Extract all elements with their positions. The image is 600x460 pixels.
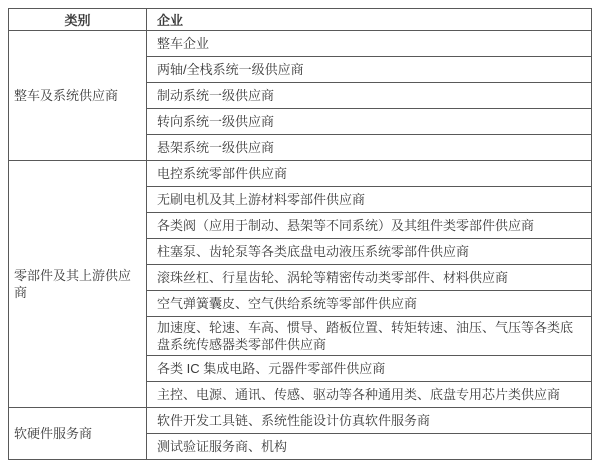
enterprise-cell: 各类 IC 集成电路、元器件零部件供应商 xyxy=(147,356,592,382)
enterprise-cell: 悬架系统一级供应商 xyxy=(147,135,592,161)
enterprise-cell: 滚珠丝杠、行星齿轮、涡轮等精密传动类零部件、材料供应商 xyxy=(147,265,592,291)
column-header-enterprise: 企业 xyxy=(147,9,592,31)
category-enterprise-table xyxy=(8,8,592,460)
enterprise-cell: 制动系统一级供应商 xyxy=(147,83,592,109)
category-cell: 零部件及其上游供应商 xyxy=(9,161,147,408)
enterprise-cell: 无刷电机及其上游材料零部件供应商 xyxy=(147,187,592,213)
table-row xyxy=(9,161,592,187)
enterprise-cell: 加速度、轮速、车高、惯导、踏板位置、转矩转速、油压、气压等各类底盘系统传感器类零部件供应商 xyxy=(147,317,592,356)
category-cell: 软硬件服务商 xyxy=(9,408,147,460)
enterprise-cell: 两轴/全栈系统一级供应商 xyxy=(147,57,592,83)
enterprise-cell: 测试验证服务商、机构 xyxy=(147,434,592,460)
enterprise-cell: 空气弹簧囊皮、空气供给系统等零部件供应商 xyxy=(147,291,592,317)
column-header-category: 类别 xyxy=(9,9,147,31)
enterprise-cell: 电控系统零部件供应商 xyxy=(147,161,592,187)
table-row xyxy=(9,408,592,434)
enterprise-cell: 主控、电源、通讯、传感、驱动等各种通用类、底盘专用芯片类供应商 xyxy=(147,382,592,408)
enterprise-cell: 柱塞泵、齿轮泵等各类底盘电动液压系统零部件供应商 xyxy=(147,239,592,265)
table-body xyxy=(9,31,592,460)
table-header xyxy=(9,9,592,31)
enterprise-cell: 整车企业 xyxy=(147,31,592,57)
header-row xyxy=(9,9,592,31)
enterprise-cell: 转向系统一级供应商 xyxy=(147,109,592,135)
enterprise-cell: 各类阀（应用于制动、悬架等不同系统）及其组件类零部件供应商 xyxy=(147,213,592,239)
table-row xyxy=(9,31,592,57)
enterprise-cell: 软件开发工具链、系统性能设计仿真软件服务商 xyxy=(147,408,592,434)
category-cell: 整车及系统供应商 xyxy=(9,31,147,161)
